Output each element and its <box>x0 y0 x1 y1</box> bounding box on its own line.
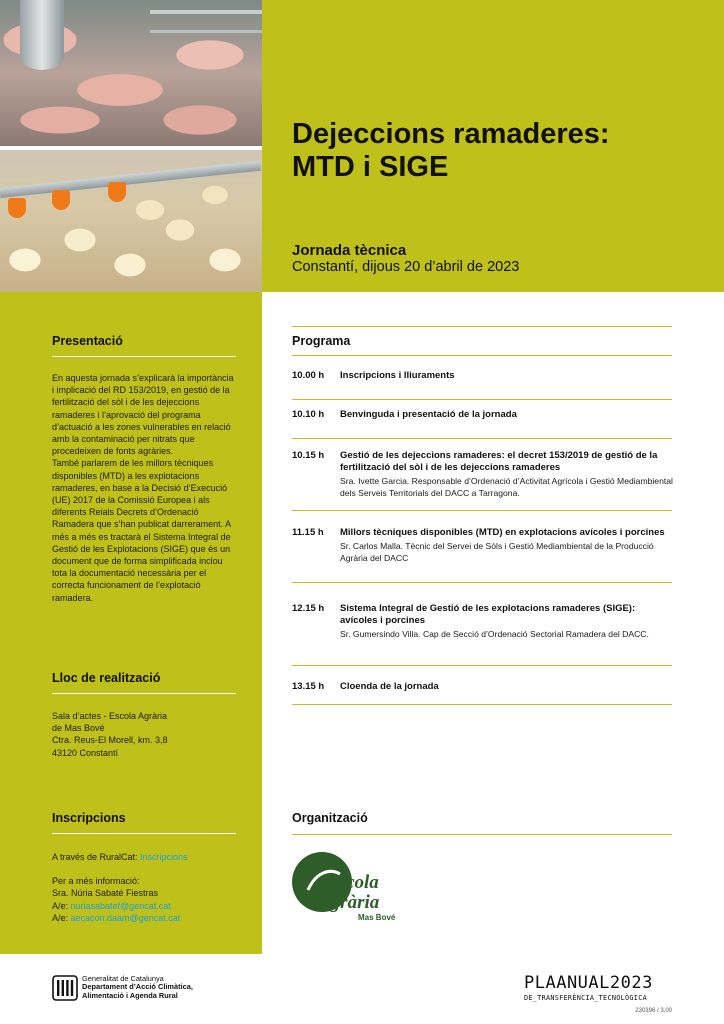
gencat-logo-icon <box>52 975 78 1001</box>
program-time: 10.15 h <box>292 450 325 461</box>
logo-word-escola: Escola <box>326 872 379 893</box>
program-title: Sistema Integral de Gestió de les explotacions ramaderes (SIGE): avícoles i porcines <box>340 603 636 626</box>
program-title: Inscripcions i lliuraments <box>340 370 455 381</box>
reference-code: 230396 / 3,00 <box>635 1008 672 1014</box>
event-type: Jornada tècnica <box>292 242 407 259</box>
program-title: Cloenda de la jornada <box>340 681 439 692</box>
lloc-address: Sala d’actes - Escola Agrària de Mas Bové Ctra. Reus-El Morell, km. 3,8 43120 Constantí <box>52 711 168 758</box>
program-item <box>292 370 672 400</box>
plan-anual-subtitle: DE_TRANSFERÈNCIA_TECNOLÒGICA <box>524 994 647 1002</box>
gencat-department: Generalitat de Catalunya Departament d’Acció Climàtica, Alimentació i Agenda Rural <box>82 974 193 1000</box>
program-time: 13.15 h <box>292 681 325 692</box>
chicks-photo <box>0 150 262 292</box>
email-link-2[interactable]: aecacon.daam@gencat.cat <box>70 912 181 923</box>
email-link-1[interactable]: nuriasabatef@gencat.cat <box>70 900 171 911</box>
page-title: Dejeccions ramaderes: MTD i SIGE <box>292 118 610 183</box>
program-title: Benvinguda i presentació de la jornada <box>340 409 517 420</box>
program-title: Millors tècniques disponibles (MTD) en explotacions avícoles i porcines <box>340 527 665 538</box>
program-time: 10.10 h <box>292 409 325 420</box>
programa-heading: Programa <box>292 326 672 356</box>
presentacio-heading: Presentació <box>52 334 236 357</box>
program-time: 10.00 h <box>292 370 325 381</box>
logo-word-agraria: Agrària <box>318 892 380 913</box>
feeder-shape <box>20 0 64 70</box>
inscripcions-link[interactable]: Inscripcions <box>140 852 188 862</box>
program-speaker: Sr. Carlos Malla. Tècnic del Servei de Sòls i Gestió Mediambiental de la Producció Agrària del DACC <box>340 541 654 564</box>
organitzacio-heading: Organització <box>292 811 672 835</box>
program-time: 12.15 h <box>292 603 325 614</box>
pigs-photo <box>0 0 262 146</box>
plan-anual-title: PLAANUAL2023 <box>524 973 653 993</box>
program-title: Gestió de les dejeccions ramaderes: el decret 153/2019 de gestió de la fertilització del sòl i de les dejeccions ramaderes <box>340 450 658 473</box>
program-item <box>292 527 672 583</box>
lloc-heading: Lloc de realització <box>52 671 236 694</box>
program-speaker: Sr. Gumersindo Villa. Cap de Secció d’Ordenació Sectorial Ramadera del DACC. <box>340 629 649 639</box>
program-speaker: Sra. Ivette Garcia. Responsable d’Ordenació d’Activitat Agrícola i Gestió Mediambiental dels Serveis Territorials del DACC a Tarragona. <box>340 476 673 499</box>
logo-place: Mas Bové <box>358 913 396 922</box>
program-item <box>292 681 672 705</box>
event-place-date: Constantí, dijous 20 d’abril de 2023 <box>292 259 520 275</box>
inscripcions-heading: Inscripcions <box>52 811 236 834</box>
program-item <box>292 450 672 511</box>
program-time: 11.15 h <box>292 527 324 538</box>
water-pipe-shape <box>0 161 261 198</box>
presentacio-text: En aquesta jornada s’explicarà la importància i implicació del RD 153/2019, en gestió de la fertilització del sòl i de les dejeccions ramaderes i l’aprovació del programa d’actuació a les zones vulnerables en relació amb la contaminació per nitrats que procedeixen de fonts agràries. També parlarem de les millors tècniques disponibles (MTD) a les explotacions ramaderes, en base a la Decisió d’Execució (UE) 2017 de la Comissió Europea i als diferents Reials Decrets d’Ordenació Ramadera que s’han publicat darrerament. A més a més es tractarà el Sistema Integral de Gestió de les Explotacions (SIGE) que és un document que de forma simplificada inclou tota la documentació necessària per el correcta funcionament de l’explotació ramadera. <box>52 373 234 603</box>
header-photos <box>0 0 262 292</box>
escola-agraria-logo <box>290 850 400 926</box>
inscripcions-text: A través de RuralCat: Inscripcions Per a més informació: Sra. Núria Sabaté Fiestras A/e: nuriasabatef@gencat.cat A/e: aecacon.daam@gencat.cat <box>52 852 188 923</box>
program-item <box>292 603 672 666</box>
program-item <box>292 409 672 439</box>
